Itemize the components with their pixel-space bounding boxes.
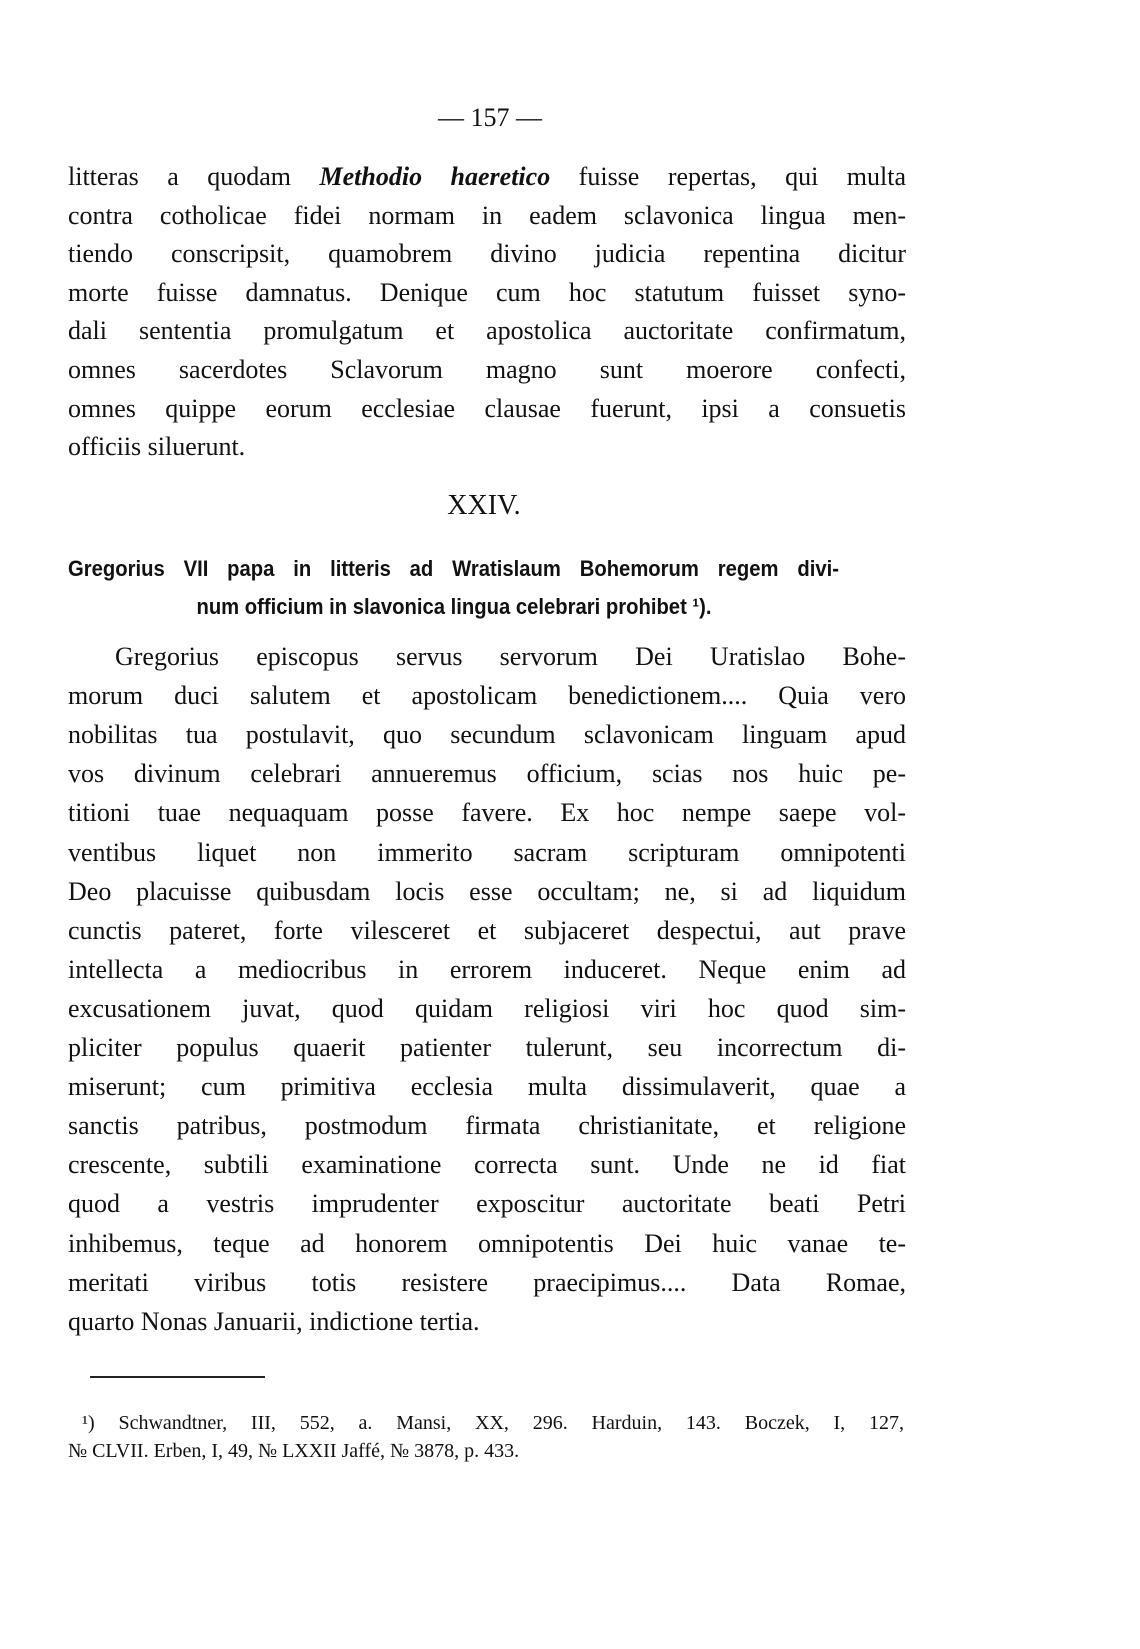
- text-line: dali sententia promulgatum et apostolica auctoritate confirmatum,: [68, 316, 906, 346]
- text-line: tiendo conscripsit, quamobrem divino judicia repentina dicitur: [68, 239, 906, 269]
- text-line: quarto Nonas Januarii, indictione tertia.: [68, 1306, 480, 1336]
- text-line: contra cotholicae fidei normam in eadem sclavonica lingua men-: [68, 200, 906, 230]
- text-line: officiis siluerunt.: [68, 432, 246, 462]
- text-line: miserunt; cum primitiva ecclesia multa dissimulaverit, quae a: [68, 1072, 906, 1102]
- text-line: vos divinum celebrari annueremus officium, scias nos huic pe-: [68, 759, 906, 789]
- text-line: ventibus liquet non immerito sacram scripturam omnipotenti: [68, 837, 906, 867]
- text-line: cunctis pateret, forte vilesceret et subjaceret despectui, aut prave: [68, 915, 906, 945]
- text-line: intellecta a mediocribus in errorem induceret. Neque enim ad: [68, 954, 906, 984]
- text-line: litteras a quodam Methodio haeretico fuisse repertas, qui multa: [68, 162, 906, 191]
- text-line: inhibemus, teque ad honorem omnipotentis Dei huic vanae te-: [68, 1228, 906, 1258]
- footnote-divider: [90, 1376, 265, 1378]
- footnote-line: № CLVII. Erben, I, 49, № LXXII Jaffé, № 3878, p. 433.: [68, 1440, 520, 1462]
- text-line: morte fuisse damnatus. Denique cum hoc statutum fuisset syno-: [68, 277, 906, 307]
- text-line: omnes sacerdotes Sclavorum magno sunt moerore confecti,: [68, 355, 906, 384]
- text-line: pliciter populus quaerit patienter tulerunt, seu incorrectum di-: [68, 1033, 906, 1062]
- text-line: quod a vestris imprudenter exposcitur auctoritate beati Petri: [68, 1189, 906, 1219]
- section-number: XXIV.: [447, 490, 521, 521]
- text-line: nobilitas tua postulavit, quo secundum sclavonicam linguam apud: [68, 720, 906, 750]
- text-line: Deo placuisse quibusdam locis esse occultam; ne, si ad liquidum: [68, 876, 906, 906]
- text-line: sanctis patribus, postmodum firmata christianitate, et religione: [68, 1111, 906, 1141]
- section-heading-line: Gregorius VII papa in litteris ad Wratislaum Bohemorum regem divi-: [68, 556, 839, 581]
- text-line: crescente, subtili examinatione correcta sunt. Unde ne id fiat: [68, 1150, 906, 1180]
- text-line: titioni tuae nequaquam posse favere. Ex hoc nempe saepe vol-: [68, 798, 906, 828]
- text-line: morum duci salutem et apostolicam benedictionem.... Quia vero: [68, 681, 906, 711]
- page-number: — 157 —: [438, 103, 542, 132]
- text-line: meritati viribus totis resistere praecipimus.... Data Romae,: [68, 1267, 906, 1297]
- text-line: excusationem juvat, quod quidam religiosi viri hoc quod sim-: [68, 993, 906, 1023]
- footnote-line: ¹) Schwandtner, III, 552, a. Mansi, XX, 296. Harduin, 143. Boczek, I, 127,: [82, 1412, 904, 1434]
- text-line: Gregorius episcopus servus servorum Dei Uratislao Bohe-: [115, 642, 906, 671]
- section-heading-line: num officium in slavonica lingua celebrari prohibet ¹).: [196, 594, 712, 619]
- text-line: omnes quippe eorum ecclesiae clausae fuerunt, ipsi a consuetis: [68, 393, 906, 423]
